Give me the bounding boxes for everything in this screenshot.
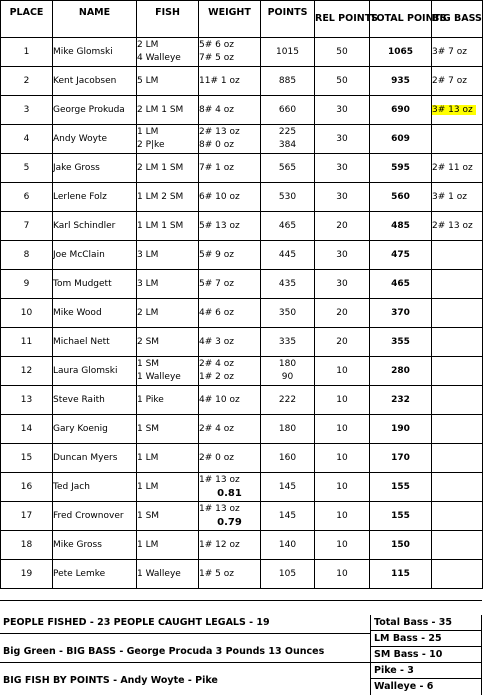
results-body [1, 38, 483, 589]
points-cell [261, 154, 315, 183]
table-row [1, 241, 483, 270]
place-cell: 18 [1, 531, 53, 560]
fish-cell [137, 212, 199, 241]
total-points-cell: 150 [370, 531, 432, 560]
fish-cell-line: 1 LM [137, 481, 159, 492]
place-cell: 9 [1, 270, 53, 299]
big-bass-cell [432, 502, 483, 531]
weight-cell-line: 4# 6 oz [199, 307, 234, 318]
table-row [1, 415, 483, 444]
big-bass-value: 3# 13 oz [432, 105, 476, 115]
big-bass-line: Big Green - BIG BASS - George Procuda 3 Pounds 13 Ounces [0, 641, 370, 663]
fish-cell [137, 444, 199, 473]
place-cell: 16 [1, 473, 53, 502]
place-cell: 8 [1, 241, 53, 270]
total-points-cell: 280 [370, 357, 432, 386]
total-points-cell: 609 [370, 125, 432, 154]
summary-section [0, 600, 482, 691]
points-cell [261, 415, 315, 444]
points-cell [261, 502, 315, 531]
weight-cell-line: 4# 3 oz [199, 336, 234, 347]
weight-cell [199, 241, 261, 270]
place-cell: 3 [1, 96, 53, 125]
fish-cell [137, 125, 199, 154]
points-cell-line: 180 [278, 423, 297, 434]
table-row [1, 531, 483, 560]
name-cell: Gary Koenig [53, 415, 137, 444]
weight-cell-line: 5# 9 oz [199, 249, 234, 260]
weight-cell-line: 4# 10 oz [199, 394, 240, 405]
points-cell-line: 565 [278, 162, 297, 173]
sm-bass: SM Bass - 10 [370, 647, 482, 663]
big-bass-cell [432, 415, 483, 444]
total-points-cell: 1065 [370, 38, 432, 67]
fish-cell-line: 2 SM [137, 336, 160, 347]
points-cell-line: 530 [278, 191, 297, 202]
fish-cell-line: 1 LM [137, 539, 159, 550]
fish-cell-line: 1 Pike [137, 394, 164, 405]
total-points-cell: 155 [370, 473, 432, 502]
points-cell-line: 160 [278, 452, 297, 463]
fish-cell [137, 96, 199, 125]
place-cell: 17 [1, 502, 53, 531]
header-points: POINTS [261, 1, 315, 38]
name-cell: Steve Raith [53, 386, 137, 415]
weight-cell [199, 531, 261, 560]
header-fish: FISH [137, 1, 199, 38]
name-cell: Duncan Myers [53, 444, 137, 473]
fish-cell [137, 154, 199, 183]
name-cell: Ted Jach [53, 473, 137, 502]
fish-cell-line: 4 Walleye [137, 53, 181, 63]
big-fish-points-line: BIG FISH BY POINTS - Andy Woyte - Pike [3, 675, 218, 686]
total-points-cell: 475 [370, 241, 432, 270]
rel-points-cell: 30 [315, 96, 370, 125]
points-cell-line: 105 [278, 568, 297, 579]
weight-cell-line: 8# 4 oz [199, 104, 234, 115]
weight-cell-line: 1# 5 oz [199, 568, 234, 579]
rel-points-cell: 10 [315, 531, 370, 560]
big-bass-cell [432, 444, 483, 473]
points-cell [261, 270, 315, 299]
big-bass-value: 2# 7 oz [432, 76, 467, 86]
table-row [1, 444, 483, 473]
fish-cell-line: 1 LM [137, 452, 159, 463]
weight-cell-line: 5# 7 oz [199, 278, 234, 289]
fish-cell [137, 183, 199, 212]
place-cell: 19 [1, 560, 53, 589]
weight-cell [199, 154, 261, 183]
rel-points-cell: 30 [315, 270, 370, 299]
rel-points-cell: 10 [315, 386, 370, 415]
total-points-cell: 115 [370, 560, 432, 589]
fish-cell-line: 1 LM 2 SM [137, 191, 184, 202]
points-cell [261, 241, 315, 270]
weight-cell-line: 6# 10 oz [199, 191, 240, 202]
header-weight: WEIGHT [199, 1, 261, 38]
pike-total: Pike - 3 [370, 663, 482, 679]
points-cell [261, 67, 315, 96]
total-points-cell: 560 [370, 183, 432, 212]
weight-cell-line: 2# 0 oz [199, 452, 234, 463]
rel-points-cell: 20 [315, 328, 370, 357]
big-bass-value: 3# 7 oz [432, 47, 467, 57]
name-cell: Kent Jacobsen [53, 67, 137, 96]
weight-cell-line: 5# 6 oz [199, 40, 234, 50]
points-cell-line: 660 [278, 104, 297, 115]
place-cell: 4 [1, 125, 53, 154]
rel-points-cell: 30 [315, 183, 370, 212]
big-bass-cell [432, 125, 483, 154]
table-row [1, 299, 483, 328]
place-cell: 10 [1, 299, 53, 328]
fish-cell [137, 386, 199, 415]
points-cell-line: 445 [278, 249, 297, 260]
header-row [1, 1, 483, 38]
place-cell: 14 [1, 415, 53, 444]
points-cell-line: 90 [281, 372, 294, 382]
header-total-points: TOTAL POINTS [370, 1, 432, 38]
walleye-total: Walleye - 6 [370, 679, 482, 695]
fish-cell-line: 1 Walleye [137, 568, 181, 579]
big-bass-cell [432, 531, 483, 560]
weight-cell-line: 2# 4 oz [199, 359, 234, 369]
points-cell-line: 222 [278, 394, 297, 405]
fish-cell [137, 415, 199, 444]
total-points-cell: 170 [370, 444, 432, 473]
name-cell: George Prokuda [53, 96, 137, 125]
people-fished-line: PEOPLE FISHED - 23 PEOPLE CAUGHT LEGALS - 19 [0, 612, 370, 634]
big-bass-cell [432, 241, 483, 270]
fish-cell [137, 38, 199, 67]
place-cell: 15 [1, 444, 53, 473]
weight-cell [199, 183, 261, 212]
points-cell-line: 140 [278, 539, 297, 550]
weight-cell [199, 444, 261, 473]
points-cell [261, 357, 315, 386]
fish-cell [137, 328, 199, 357]
table-row [1, 125, 483, 154]
points-cell [261, 96, 315, 125]
weight-cell [199, 386, 261, 415]
table-row [1, 560, 483, 589]
name-cell: Pete Lemke [53, 560, 137, 589]
total-points-cell: 232 [370, 386, 432, 415]
total-points-cell: 155 [370, 502, 432, 531]
fish-cell-line: 1 SM [137, 510, 160, 521]
rel-points-cell: 10 [315, 415, 370, 444]
place-cell: 7 [1, 212, 53, 241]
big-bass-cell [432, 270, 483, 299]
points-cell-line: 350 [278, 307, 297, 318]
table-row [1, 473, 483, 502]
fish-cell-line: 2 LM [137, 40, 159, 50]
fish-cell-line: 1 SM [137, 423, 160, 434]
weight-cell [199, 212, 261, 241]
big-bass-cell [432, 96, 483, 125]
big-bass-cell [432, 183, 483, 212]
lm-bass: LM Bass - 25 [370, 631, 482, 647]
rel-points-cell: 10 [315, 473, 370, 502]
fish-cell-line: 1 LM [137, 127, 159, 137]
points-cell [261, 386, 315, 415]
name-cell: Mike Gross [53, 531, 137, 560]
fish-cell-line: 5 LM [137, 75, 159, 86]
big-bass-cell [432, 560, 483, 589]
name-cell: Mike Wood [53, 299, 137, 328]
points-cell [261, 183, 315, 212]
place-cell: 6 [1, 183, 53, 212]
header-rel-points: REL POINTS [315, 1, 370, 38]
header-big-bass: BIG BASS [432, 1, 483, 38]
name-cell: Fred Crownover [53, 502, 137, 531]
weight-cell-line: 1# 12 oz [199, 539, 240, 550]
points-cell-line: 1015 [276, 46, 299, 57]
big-bass-cell [432, 328, 483, 357]
name-cell: Andy Woyte [53, 125, 137, 154]
big-bass-cell [432, 212, 483, 241]
weight-decimal: 0.81 [217, 488, 242, 499]
table-row [1, 154, 483, 183]
fish-cell [137, 531, 199, 560]
total-bass: Total Bass - 35 [370, 615, 482, 631]
points-cell [261, 473, 315, 502]
place-cell: 12 [1, 357, 53, 386]
weight-cell-line: 1# 13 oz [199, 504, 240, 514]
big-bass-cell [432, 357, 483, 386]
big-bass-cell [432, 299, 483, 328]
points-cell-line: 335 [278, 336, 297, 347]
weight-cell-line: 1# 13 oz [199, 475, 240, 485]
weight-cell-line: 7# 5 oz [199, 53, 234, 63]
place-cell: 11 [1, 328, 53, 357]
place-cell: 13 [1, 386, 53, 415]
weight-cell-line: 5# 13 oz [199, 220, 240, 231]
name-cell: Joe McClain [53, 241, 137, 270]
big-bass-value: 3# 1 oz [432, 192, 467, 202]
fish-cell-line: 3 LM [137, 249, 159, 260]
total-points-cell: 190 [370, 415, 432, 444]
big-bass-cell [432, 386, 483, 415]
weight-cell [199, 125, 261, 154]
table-row [1, 67, 483, 96]
name-cell: Jake Gross [53, 154, 137, 183]
points-cell-line: 145 [278, 510, 297, 521]
fish-cell [137, 270, 199, 299]
rel-points-cell: 50 [315, 38, 370, 67]
total-points-cell: 465 [370, 270, 432, 299]
weight-cell [199, 67, 261, 96]
header-place: PLACE [1, 1, 53, 38]
points-cell-line: 435 [278, 278, 297, 289]
name-cell: Mike Glomski [53, 38, 137, 67]
name-cell: Tom Mudgett [53, 270, 137, 299]
rel-points-cell: 20 [315, 299, 370, 328]
weight-cell [199, 473, 261, 502]
weight-cell-line: 2# 13 oz [199, 127, 240, 137]
fish-cell [137, 299, 199, 328]
rel-points-cell: 10 [315, 502, 370, 531]
name-cell: Michael Nett [53, 328, 137, 357]
rel-points-cell: 10 [315, 560, 370, 589]
points-cell-line: 384 [278, 140, 297, 150]
table-row [1, 270, 483, 299]
fish-cell [137, 560, 199, 589]
fish-cell-line: 2 LM [137, 307, 159, 318]
points-cell [261, 531, 315, 560]
big-bass-cell [432, 67, 483, 96]
fish-cell-line: 1 LM 1 SM [137, 220, 184, 231]
fish-cell-line: 2 LM 1 SM [137, 104, 184, 115]
points-cell-line: 885 [278, 75, 297, 86]
points-cell [261, 212, 315, 241]
points-cell-line: 180 [278, 359, 297, 369]
fish-cell-line: 1 SM [137, 359, 160, 369]
name-cell: Laura Glomski [53, 357, 137, 386]
total-points-cell: 370 [370, 299, 432, 328]
total-points-cell: 355 [370, 328, 432, 357]
rel-points-cell: 10 [315, 444, 370, 473]
rel-points-cell: 30 [315, 154, 370, 183]
fish-cell [137, 241, 199, 270]
weight-cell-line: 8# 0 oz [199, 140, 234, 150]
name-cell: Karl Schindler [53, 212, 137, 241]
header-name: NAME [53, 1, 137, 38]
fish-cell [137, 502, 199, 531]
weight-cell [199, 560, 261, 589]
table-row [1, 357, 483, 386]
table-row [1, 212, 483, 241]
points-cell [261, 560, 315, 589]
table-row [1, 502, 483, 531]
fish-cell-line: 1 Walleye [137, 372, 181, 382]
fish-cell [137, 357, 199, 386]
rel-points-cell: 30 [315, 125, 370, 154]
table-row [1, 38, 483, 67]
big-bass-cell [432, 473, 483, 502]
big-bass-cell [432, 38, 483, 67]
weight-decimal: 0.79 [217, 517, 242, 528]
weight-cell [199, 38, 261, 67]
total-points-cell: 935 [370, 67, 432, 96]
points-cell [261, 38, 315, 67]
weight-cell [199, 415, 261, 444]
place-cell: 5 [1, 154, 53, 183]
summary-divider [0, 600, 482, 601]
rel-points-cell: 10 [315, 357, 370, 386]
weight-cell-line: 1# 2 oz [199, 372, 234, 382]
weight-cell [199, 270, 261, 299]
place-cell: 2 [1, 67, 53, 96]
table-row [1, 183, 483, 212]
points-cell [261, 444, 315, 473]
total-points-cell: 485 [370, 212, 432, 241]
big-bass-value: 2# 13 oz [432, 221, 473, 231]
points-cell [261, 125, 315, 154]
weight-cell [199, 502, 261, 531]
weight-cell-line: 7# 1 oz [199, 162, 234, 173]
rel-points-cell: 30 [315, 241, 370, 270]
fish-cell [137, 67, 199, 96]
weight-cell [199, 299, 261, 328]
place-cell: 1 [1, 38, 53, 67]
name-cell: Lerlene Folz [53, 183, 137, 212]
fish-cell-line: 2 LM 1 SM [137, 162, 184, 173]
fish-cell-line: 3 LM [137, 278, 159, 289]
points-cell-line: 225 [278, 127, 297, 137]
rel-points-cell: 50 [315, 67, 370, 96]
total-points-cell: 690 [370, 96, 432, 125]
rel-points-cell: 20 [315, 212, 370, 241]
points-cell [261, 328, 315, 357]
points-cell-line: 145 [278, 481, 297, 492]
weight-cell [199, 328, 261, 357]
table-row [1, 328, 483, 357]
big-bass-value: 2# 11 oz [432, 163, 473, 173]
big-bass-cell [432, 154, 483, 183]
weight-cell-line: 2# 4 oz [199, 423, 234, 434]
weight-cell-line: 11# 1 oz [199, 75, 240, 86]
fish-cell [137, 473, 199, 502]
total-points-cell: 595 [370, 154, 432, 183]
points-cell [261, 299, 315, 328]
fish-cell-line: 2 P|ke [137, 140, 165, 150]
points-cell-line: 465 [278, 220, 297, 231]
table-row [1, 96, 483, 125]
weight-cell [199, 96, 261, 125]
table-row [1, 386, 483, 415]
weight-cell [199, 357, 261, 386]
